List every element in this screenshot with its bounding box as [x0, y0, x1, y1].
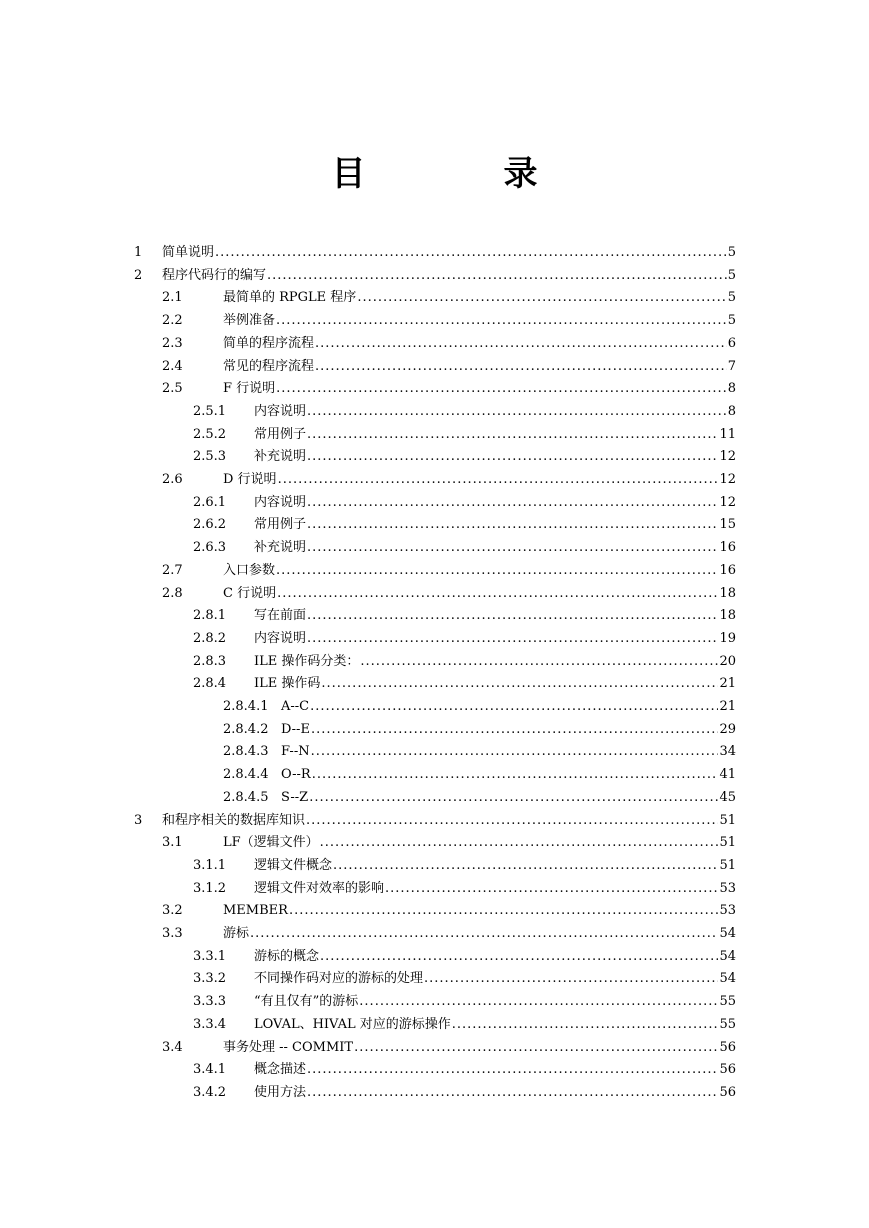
- toc-entry[interactable]: [0, 832, 869, 855]
- toc-entry-label: LF（逻辑文件）: [223, 835, 319, 851]
- toc-entry[interactable]: [0, 356, 869, 379]
- toc-entry-number: 2.5.3: [193, 449, 227, 465]
- toc-entry-number: 3.2: [162, 903, 183, 919]
- toc-entry[interactable]: [0, 855, 869, 878]
- toc-entry[interactable]: [0, 537, 869, 560]
- toc-entry[interactable]: [0, 628, 869, 651]
- toc-entry-label: 使用方法: [254, 1084, 307, 1100]
- toc-dot-leader: [277, 583, 718, 606]
- toc-entry-label: 简单说明: [162, 245, 215, 260]
- toc-entry-page: 12: [719, 472, 736, 487]
- toc-entry-page: 5: [727, 245, 736, 260]
- toc-dot-leader: [306, 810, 718, 833]
- toc-entry[interactable]: [0, 878, 869, 901]
- toc-entry-page: 20: [719, 653, 736, 669]
- toc-entry-number: 2.6.2: [193, 517, 227, 533]
- toc-entry[interactable]: [0, 1014, 869, 1037]
- toc-entry-page: 53: [719, 903, 736, 919]
- toc-entry-page: 18: [719, 585, 736, 601]
- toc-dot-leader: [307, 1059, 718, 1082]
- toc-entry-label: D--E: [281, 721, 310, 737]
- toc-entry-page: 51: [719, 812, 736, 828]
- toc-entry-label: O--R: [281, 767, 311, 783]
- toc-entry-number: 2.7: [162, 562, 183, 578]
- toc-entry-number: 3.3.4: [193, 1016, 227, 1032]
- toc-entry-number: 2.6.1: [193, 494, 227, 510]
- toc-dot-leader: [320, 946, 718, 969]
- toc-entry-page: 12: [719, 449, 736, 465]
- toc-entry-number: 2.8.1: [193, 608, 227, 624]
- toc-entry-page: 54: [719, 948, 736, 964]
- toc-entry-number: 2.5.1: [193, 403, 227, 419]
- toc-entry-label: S--Z: [281, 789, 309, 805]
- toc-entry-number: 3.3: [162, 926, 183, 941]
- toc-entry-page: 56: [719, 1039, 736, 1055]
- toc-entry-number: 3.3.2: [193, 971, 227, 987]
- toc-entry-number: 2.8.4: [193, 676, 227, 692]
- toc-entry-label: “有且仅有”的游标: [254, 994, 359, 1010]
- toc-entry[interactable]: [0, 378, 869, 401]
- toc-entry-number: 2: [134, 267, 143, 283]
- toc-entry-page: 54: [719, 971, 736, 987]
- toc-dot-leader: [215, 242, 727, 265]
- toc-entry-number: 2.8.4.1: [223, 699, 269, 714]
- toc-entry-number: 2.5: [162, 381, 183, 397]
- toc-dot-leader: [424, 968, 718, 991]
- toc-entry-label: F--N: [281, 744, 310, 760]
- toc-entry-label: 补充说明: [254, 449, 307, 465]
- toc-entry-number: 2.8.2: [193, 630, 227, 646]
- toc-dot-leader: [307, 537, 718, 560]
- toc-entry[interactable]: [0, 651, 869, 674]
- toc-dot-leader: [310, 696, 718, 719]
- toc-entry-page: 5: [727, 290, 736, 306]
- toc-dot-leader: [359, 991, 718, 1014]
- toc-entry-label: 和程序相关的数据库知识: [162, 812, 306, 828]
- toc-entry-label: 补充说明: [254, 540, 307, 556]
- toc-entry[interactable]: [0, 310, 869, 333]
- toc-dot-leader: [311, 719, 719, 742]
- toc-dot-leader: [385, 878, 718, 901]
- toc-entry-number: 2.1: [162, 290, 183, 306]
- toc-entry-page: 41: [719, 767, 736, 783]
- toc-entry-page: 6: [727, 335, 736, 351]
- toc-entry-label: 入口参数: [223, 562, 276, 578]
- toc-entry[interactable]: [0, 1082, 869, 1105]
- toc-entry[interactable]: [0, 583, 869, 606]
- toc-entry-label: 常用例子: [254, 426, 307, 442]
- toc-entry[interactable]: [0, 719, 869, 742]
- toc-entry[interactable]: [0, 492, 869, 515]
- toc-entry-page: 8: [727, 403, 736, 419]
- toc-dot-leader: [278, 469, 719, 492]
- toc-entry-label: 游标的概念: [254, 948, 320, 964]
- toc-entry-label: 游标: [223, 926, 250, 941]
- toc-entry-page: 7: [727, 358, 736, 374]
- toc-entry-label: 常见的程序流程: [223, 358, 315, 374]
- toc-entry-page: 12: [719, 494, 736, 510]
- toc-entry[interactable]: [0, 265, 869, 288]
- toc-entry-number: 2.8.4.3: [223, 744, 269, 760]
- toc-entry-page: 51: [719, 857, 736, 873]
- toc-entry-number: 3.1: [162, 835, 183, 851]
- toc-entry[interactable]: [0, 242, 869, 265]
- toc-entry-number: 2.2: [162, 313, 183, 329]
- toc-entry-number: 3.3.3: [193, 994, 227, 1010]
- toc-dot-leader: [321, 673, 718, 696]
- toc-entry-label: ILE 操作码分类：: [254, 653, 360, 669]
- toc-entry-label: LOVAL、HIVAL 对应的游标操作: [254, 1016, 451, 1032]
- toc-entry-number: 2.5.2: [193, 426, 227, 442]
- toc-entry[interactable]: [0, 787, 869, 810]
- toc-entry-page: 34: [719, 744, 736, 760]
- toc-entry-page: 21: [719, 676, 736, 692]
- toc-entry[interactable]: [0, 1059, 869, 1082]
- toc-dot-leader: [289, 900, 719, 923]
- toc-dot-leader: [354, 1037, 718, 1060]
- toc-entry-number: 3.1.1: [193, 857, 227, 873]
- toc-entry[interactable]: [0, 560, 869, 583]
- toc-dot-leader: [307, 446, 718, 469]
- toc-entry[interactable]: [0, 605, 869, 628]
- toc-entry-label: 内容说明: [254, 403, 307, 419]
- toc-entry-label: 常用例子: [254, 517, 307, 533]
- toc-dot-leader: [307, 605, 718, 628]
- toc-entry[interactable]: [0, 287, 869, 310]
- toc-dot-leader: [309, 787, 718, 810]
- toc-entry-label: D 行说明: [223, 472, 277, 487]
- toc-entry-label: 逻辑文件概念: [254, 857, 333, 873]
- toc-dot-leader: [320, 832, 719, 855]
- toc-entry-number: 2.6: [162, 472, 183, 487]
- toc-entry-page: 55: [719, 1016, 736, 1032]
- toc-entry-label: A--C: [281, 699, 310, 714]
- toc-entry-page: 5: [727, 313, 736, 329]
- toc-entry[interactable]: [0, 401, 869, 424]
- toc-entry-page: 56: [719, 1062, 736, 1078]
- toc-entry-page: 18: [719, 608, 736, 624]
- toc-dot-leader: [307, 1082, 718, 1105]
- toc-entry-page: 45: [719, 789, 736, 805]
- toc-dot-leader: [357, 287, 726, 310]
- toc-entry-page: 16: [719, 562, 736, 578]
- toc-entry-label: 概念描述: [254, 1062, 307, 1078]
- toc-entry-number: 1: [134, 245, 143, 260]
- toc-entry-number: 2.8.3: [193, 653, 227, 669]
- toc-dot-leader: [307, 628, 718, 651]
- toc-entry-page: 5: [727, 267, 736, 283]
- toc-entry[interactable]: [0, 696, 869, 719]
- toc-entry[interactable]: [0, 900, 869, 923]
- toc-entry-number: 2.8.4.5: [223, 789, 269, 805]
- toc-entry-page: 54: [719, 926, 736, 941]
- toc-entry-label: 不同操作码对应的游标的处理: [254, 971, 424, 987]
- toc-entry-number: 3.4: [162, 1039, 183, 1055]
- toc-entry-label: C 行说明: [223, 585, 277, 601]
- toc-dot-leader: [307, 401, 727, 424]
- toc-entry[interactable]: [0, 968, 869, 991]
- toc-dot-leader: [312, 764, 719, 787]
- toc-entry-number: 2.8: [162, 585, 183, 601]
- toc-entry-label: 逻辑文件对效率的影响: [254, 880, 385, 896]
- toc-dot-leader: [333, 855, 718, 878]
- toc-entry-label: 最简单的 RPGLE 程序: [223, 290, 357, 306]
- toc-entry-number: 3.3.1: [193, 948, 227, 964]
- toc-entry-number: 3.4.1: [193, 1062, 227, 1078]
- toc-entry-page: 11: [719, 426, 736, 442]
- toc-entry[interactable]: [0, 469, 869, 492]
- toc-dot-leader: [276, 560, 718, 583]
- toc-entry[interactable]: [0, 446, 869, 469]
- toc-entry[interactable]: [0, 424, 869, 447]
- toc-entry[interactable]: [0, 673, 869, 696]
- toc-dot-leader: [307, 492, 718, 515]
- toc-entry-page: 16: [719, 540, 736, 556]
- toc-entry-page: 21: [719, 699, 736, 714]
- toc-entry-page: 8: [727, 381, 736, 397]
- toc-entry-label: 写在前面: [254, 608, 307, 624]
- toc-dot-leader: [360, 651, 718, 674]
- toc-entry[interactable]: [0, 923, 869, 946]
- toc-dot-leader: [311, 741, 719, 764]
- toc-entry-page: 55: [719, 994, 736, 1010]
- toc-entry-number: 2.8.4.4: [223, 767, 269, 783]
- toc-entry-label: 简单的程序流程: [223, 335, 315, 351]
- toc-entry-label: 举例准备: [223, 313, 276, 329]
- toc-dot-leader: [250, 923, 718, 946]
- toc-entry-page: 51: [719, 835, 736, 851]
- toc-entry[interactable]: [0, 1037, 869, 1060]
- toc-entry-number: 2.8.4.2: [223, 721, 269, 737]
- toc-entry-page: 15: [719, 517, 736, 533]
- toc-entry-number: 3.1.2: [193, 880, 227, 896]
- toc-entry-page: 19: [719, 630, 736, 646]
- toc-dot-leader: [452, 1014, 719, 1037]
- toc-entry-number: 2.6.3: [193, 540, 227, 556]
- toc-entry[interactable]: [0, 946, 869, 969]
- toc-entry-page: 29: [719, 721, 736, 737]
- toc-dot-leader: [307, 424, 718, 447]
- toc-dot-leader: [315, 333, 727, 356]
- toc-dot-leader: [276, 378, 727, 401]
- toc-entry-number: 2.3: [162, 335, 183, 351]
- toc-entry[interactable]: [0, 741, 869, 764]
- toc-entry-number: 3.4.2: [193, 1084, 227, 1100]
- toc-entry-label: 程序代码行的编写: [162, 267, 267, 283]
- toc-dot-leader: [315, 356, 727, 379]
- toc-dot-leader: [307, 514, 718, 537]
- toc-entry-label: 事务处理 -- COMMIT: [223, 1039, 354, 1055]
- toc-entry-label: 内容说明: [254, 630, 307, 646]
- toc-entry[interactable]: [0, 810, 869, 833]
- toc-dot-leader: [267, 265, 727, 288]
- toc-entry-label: 内容说明: [254, 494, 307, 510]
- page-title: 目 录: [331, 154, 590, 194]
- toc-entry-page: 56: [719, 1084, 736, 1100]
- toc-entry-number: 2.4: [162, 358, 183, 374]
- toc-entry[interactable]: [0, 991, 869, 1014]
- toc-entry-number: 3: [134, 812, 143, 828]
- toc-entry-label: F 行说明: [223, 381, 276, 397]
- toc-entry-label: MEMBER: [223, 903, 288, 919]
- toc-entry-page: 53: [719, 880, 736, 896]
- toc-entry[interactable]: [0, 764, 869, 787]
- toc-entry-label: ILE 操作码: [254, 676, 321, 692]
- toc-dot-leader: [276, 310, 727, 333]
- toc-entry[interactable]: [0, 514, 869, 537]
- toc-entry[interactable]: [0, 333, 869, 356]
